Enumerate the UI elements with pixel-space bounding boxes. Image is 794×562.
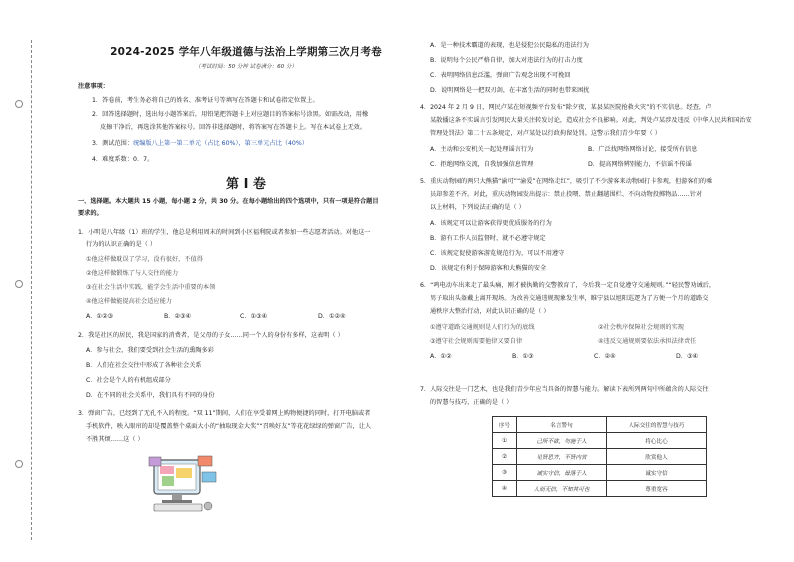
q1-option-a: A．①②③ — [86, 313, 114, 320]
q4-option-d: D．提高网络辨别能力，不信谣不传谣 — [588, 161, 692, 168]
table-header-cell: 人际交往的智慧与技巧 — [607, 417, 707, 433]
table-cell: 将心比心 — [607, 433, 707, 449]
q6-item: ①遵守道路交通规则是人们行为的底线 — [430, 324, 535, 331]
q2-option-d: D．在不同的社会关系中，我们具有不同的身份 — [86, 392, 215, 399]
q1-item: ②他这样做锻炼了与人交往的能力 — [86, 270, 179, 277]
q7-table — [492, 416, 707, 497]
table-cell: ③ — [493, 465, 517, 481]
q5-stem-cont: 员却参差不齐。对此，重庆动物园发出提示：禁止投喂、禁止翻越围栏、不向动物投掷物品……针对 — [430, 191, 703, 198]
table-row — [493, 481, 707, 497]
q4-stem-cont: 管理处罚法》第二十五条规定，对卢某处以行政拘留处罚。这警示我们青少年要（ ） — [430, 130, 661, 137]
q1-option-b: B．②③④ — [164, 313, 192, 320]
section-heading-cont: 要求的。 — [78, 210, 103, 217]
q1-item: ③在社会生活中实践，能学会生活中重要的本领 — [86, 284, 216, 291]
note-3-scope: 统编版八上第一第二单元（占比 60%），第三单元占比（40%） — [133, 140, 308, 147]
table-cell: ② — [493, 449, 517, 465]
popup-ad-illustration — [146, 454, 220, 516]
q5-option-b: B．游有工作人员监督时，就不必遵守规定 — [430, 235, 546, 242]
q7-stem-cont: 的智慧与技巧，正确的是（ ） — [430, 399, 513, 406]
q6-option-a: A．①② — [430, 353, 452, 360]
q5-option-c: C．该规定促使游客游览规范行为，可以不用遵守 — [430, 250, 565, 257]
q3-stem: 3．弹窗广告，已经到了无孔不入的程度。“双 11”期间，人们在享受着网上购物便捷的同时，打开电脑或者 — [78, 410, 371, 417]
q3-stem-cont: 不胜其烦……这（ ） — [86, 436, 144, 443]
q4-option-a: A．主动和公安机关一起处理谣言行为 — [430, 146, 534, 153]
q6-stem: 6．“鸣电动车出来走了最头痛，刚才被执勤的交警教育了，今后我一定自觉遵守交通规则。”“轻民警劝诫后， — [420, 282, 716, 289]
table-cell: 己所不欲，勿施于人 — [517, 433, 607, 449]
q4-option-b: B．广泛找网络网络讨论，接受所有信息 — [588, 146, 698, 153]
note-3-label: 3．测试范围： — [92, 140, 134, 147]
q2-stem: 2．我是社区的居民，我是国家的消费者，是父母的子女……同一个人的身份有多样，这表明（ ） — [78, 332, 344, 339]
table-cell: 诚实守信，毋落于人 — [517, 465, 607, 481]
q5-option-a: A．该规定可以让游客获得更优质服务的行为 — [430, 220, 552, 227]
q3-option-c: C．表明网络信息泛滥，弹窗广告观念出现不可挽回 — [430, 72, 571, 79]
note-1: 1．答卷前，考生务必将自己的姓名、准考证号等填写在答题卡和试卷指定位置上。 — [92, 97, 319, 104]
binding-hole — [15, 460, 23, 468]
table-cell: 人而无信，不知其可也 — [517, 481, 607, 497]
q3-stem-cont: 手机软件，映入眼帘的却是覆盖整个桌面大小的“抽取现金大奖”“召唤好友”等花花绿绿的弹窗广告，让人 — [86, 423, 372, 430]
table-cell: 诚实守信 — [607, 465, 707, 481]
table-cell: 见贤思齐，不贤内省 — [517, 449, 607, 465]
q1-stem: 1．小明是八年级（1）班的学生，他总是利用周末的时间到小区福利院或者参加一些志愿者活动。对他这一 — [78, 229, 371, 236]
notes-title: 注意事项： — [78, 83, 109, 90]
table-header-row — [493, 417, 707, 433]
exam-meta: （考试时间：50 分钟 试卷满分：60 分） — [195, 64, 297, 70]
q3-option-a: A．是一种技术霸道的表现，也是侵犯公民隐私的违法行为 — [430, 42, 589, 49]
note-2-cont: 皮擦干净后，再选涂其他答案标号。回答非选择题时，将答案写在答题卡上。写在本试卷上无效。 — [100, 124, 367, 131]
exam-title: 2024-2025 学年八年级道德与法治上学期第三次月考卷 — [110, 46, 382, 58]
table-cell: 欣赏他人 — [607, 449, 707, 465]
table-header-cell: 名言警句 — [517, 417, 607, 433]
q6-option-b: B．①③ — [512, 353, 534, 360]
q1-item: ①他这样做耽误了学习，没有很好，不值得 — [86, 256, 203, 263]
table-cell: ④ — [493, 481, 517, 497]
q1-option-c: C．①③④ — [240, 313, 268, 320]
q6-option-c: C．②④ — [594, 353, 616, 360]
note-3 — [92, 140, 308, 148]
q6-item: ④违反交通规则要依法承担法律责任 — [598, 338, 697, 345]
q6-item: ②社会秩序保障社会规则的实现 — [598, 324, 684, 331]
q2-option-a: A．参与社会，我们要受到社会生活的熏陶多彩 — [86, 347, 214, 354]
q6-stem-cont: 通秩序大整治行动，对此认识正确的是（ ） — [430, 308, 550, 315]
q6-item: ③遵守社会规则需要他律又要自律 — [430, 338, 523, 345]
q4-stem: 4．2024 年 2 月 9 日，网民卢某在短视频平台发布“除夕夜，某县某医院抢救火灾”的不实信息。经查，卢 — [420, 104, 712, 111]
q7-stem: 7．人际交往是一门艺术，也是我们青少年应当具备的智慧与能力。解读下表所列两句中所蕴含的人际交往 — [420, 386, 709, 393]
section-heading: 一、选择题。本大题共 15 小题，每小题 2 分，共 30 分。在每小题给出的四个选项中，只有一项是符合题目 — [78, 198, 379, 205]
q5-stem-cont: 以上材料，下列说法正确的是（ ） — [430, 204, 525, 211]
table-row — [493, 465, 707, 481]
q6-option-d: D．③④ — [676, 353, 699, 360]
q3-option-d: D．说明网络是一把双刃剑，在丰富生活的同时也带来困扰 — [430, 87, 590, 94]
q4-option-c: C．拒绝网络交流，自我加强信息管理 — [430, 161, 534, 168]
table-row — [493, 449, 707, 465]
q4-stem-cont: 某散播这条不实谣言引发网民大量关注转发讨论，造成社会不良影响。对此，判处卢某涉及违反《中华人民共和国治安 — [430, 117, 752, 124]
part-title: 第 I 卷 — [226, 177, 266, 192]
table-cell: 尊重宽容 — [607, 481, 707, 497]
q2-option-c: C．社会是个人的有机组成部分 — [86, 377, 171, 384]
note-2: 2．回答选择题时，选出每小题答案后，用铅笔把答题卡上对应题目的答案标号涂黑。如需改动，用橡 — [92, 111, 369, 118]
q5-option-d: D．该规定有利于保障游客和大熊猫的安全 — [430, 265, 547, 272]
binding-hole — [15, 280, 23, 288]
table-cell: ① — [493, 433, 517, 449]
note-4: 4．难度系数：0．7。 — [92, 156, 154, 163]
q1-item: ④他这样做能提高社会适应能力 — [86, 298, 172, 305]
binding-hole — [15, 100, 23, 108]
q1-stem-cont: 行为的认识正确的是（ ） — [86, 241, 157, 248]
binding-margin — [6, 40, 32, 540]
q5-stem: 5．重庆动物园的两只大熊猫“渝可”“渝爱”在网络走红”，吸引了不少游客来动物园打卡参观，但游客们的乘 — [420, 178, 713, 185]
table-header-cell: 序号 — [493, 417, 517, 433]
table-row — [493, 433, 707, 449]
q3-option-b: B．说明每个公民严格自律，加大对违法行为的打击力度 — [430, 57, 583, 64]
q6-stem-cont: 男子取出头盔戴上离开现场。为改善交通违规现象发生率，睢宁县以旭阳巡逻为了方便一个月的道路交 — [430, 295, 709, 302]
q2-option-b: B．人们在社会交往中形成了各种社会关系 — [86, 362, 202, 369]
q1-option-d: D．①②④ — [318, 313, 346, 320]
